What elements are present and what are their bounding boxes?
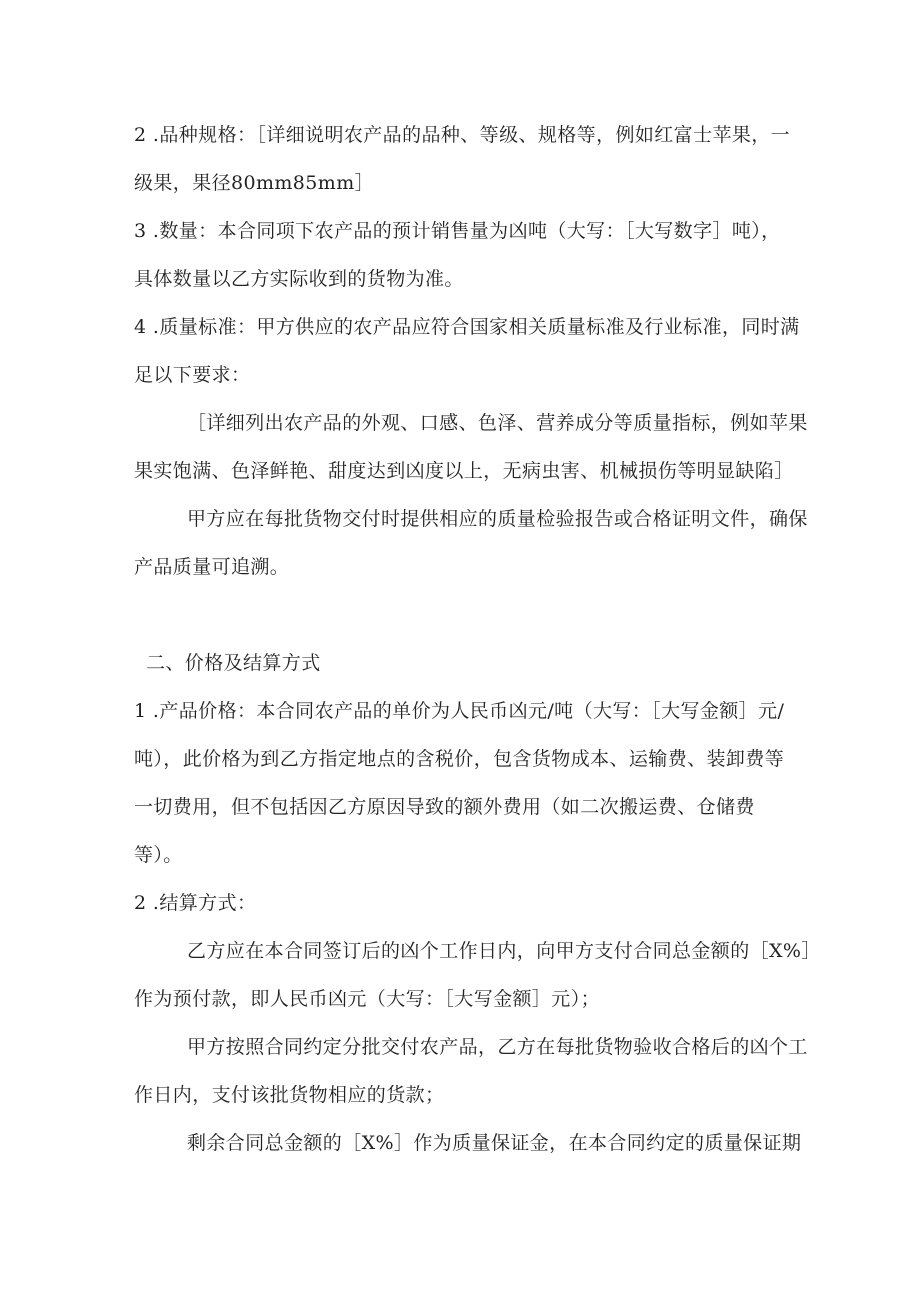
advance-payment-line-1: 乙方应在本合同签订后的凶个工作日内，向甲方支付合同总金额的［X%］: [187, 940, 821, 962]
batch-payment-line-1: 甲方按照合同约定分批交付农产品，乙方在每批货物验收合格后的凶个工: [187, 1036, 808, 1058]
item-2-variety-spec-line-2: 级果，果径80mm85mm］: [134, 172, 375, 194]
inspection-report-line-2: 产品质量可追溯。: [134, 556, 290, 578]
item-3-quantity-line-1: 3 .数量：本合同项下农产品的预计销售量为凶吨（大写：［大写数字］吨），: [134, 220, 781, 242]
item-1-product-price-line-4: 等）。: [134, 844, 183, 866]
item-4-quality-line-2: 足以下要求：: [134, 364, 251, 386]
quality-indicators-line-2: 果实饱满、色泽鲜艳、甜度达到凶度以上，无病虫害、机械损伤等明显缺陷］: [134, 460, 794, 482]
quality-deposit-line-1: 剩余合同总金额的［X%］作为质量保证金，在本合同约定的质量保证期: [187, 1132, 802, 1154]
item-1-product-price-line-1: 1 .产品价格：本合同农产品的单价为人民币凶元/吨（大写：［大写金额］元/: [134, 700, 785, 722]
item-2-settlement-method: 2 .结算方式：: [134, 892, 257, 914]
inspection-report-line-1: 甲方应在每批货物交付时提供相应的质量检验报告或合格证明文件，确保: [187, 508, 808, 530]
item-3-quantity-line-2: 具体数量以乙方实际收到的货物为准。: [134, 268, 464, 290]
batch-payment-line-2: 作日内，支付该批货物相应的货款；: [134, 1084, 445, 1106]
advance-payment-line-2: 作为预付款，即人民币凶元（大写：［大写金额］元）；: [134, 988, 601, 1010]
item-2-variety-spec-line-1: 2 .品种规格：［详细说明农产品的品种、等级、规格等，例如红富士苹果，一: [134, 124, 791, 146]
item-4-quality-line-1: 4 .质量标准：甲方供应的农产品应符合国家相关质量标准及行业标准，同时满: [134, 316, 800, 338]
item-1-product-price-line-2: 吨），此价格为到乙方指定地点的含税价，包含货物成本、运输费、装卸费等: [134, 748, 785, 770]
section-heading-price-settlement: 二、价格及结算方式: [146, 652, 321, 674]
quality-indicators-line-1: ［详细列出农产品的外观、口感、色泽、营养成分等质量指标，例如苹果: [187, 412, 808, 434]
item-1-product-price-line-3: 一切费用，但不包括因乙方原因导致的额外费用（如二次搬运费、仓储费: [134, 796, 755, 818]
